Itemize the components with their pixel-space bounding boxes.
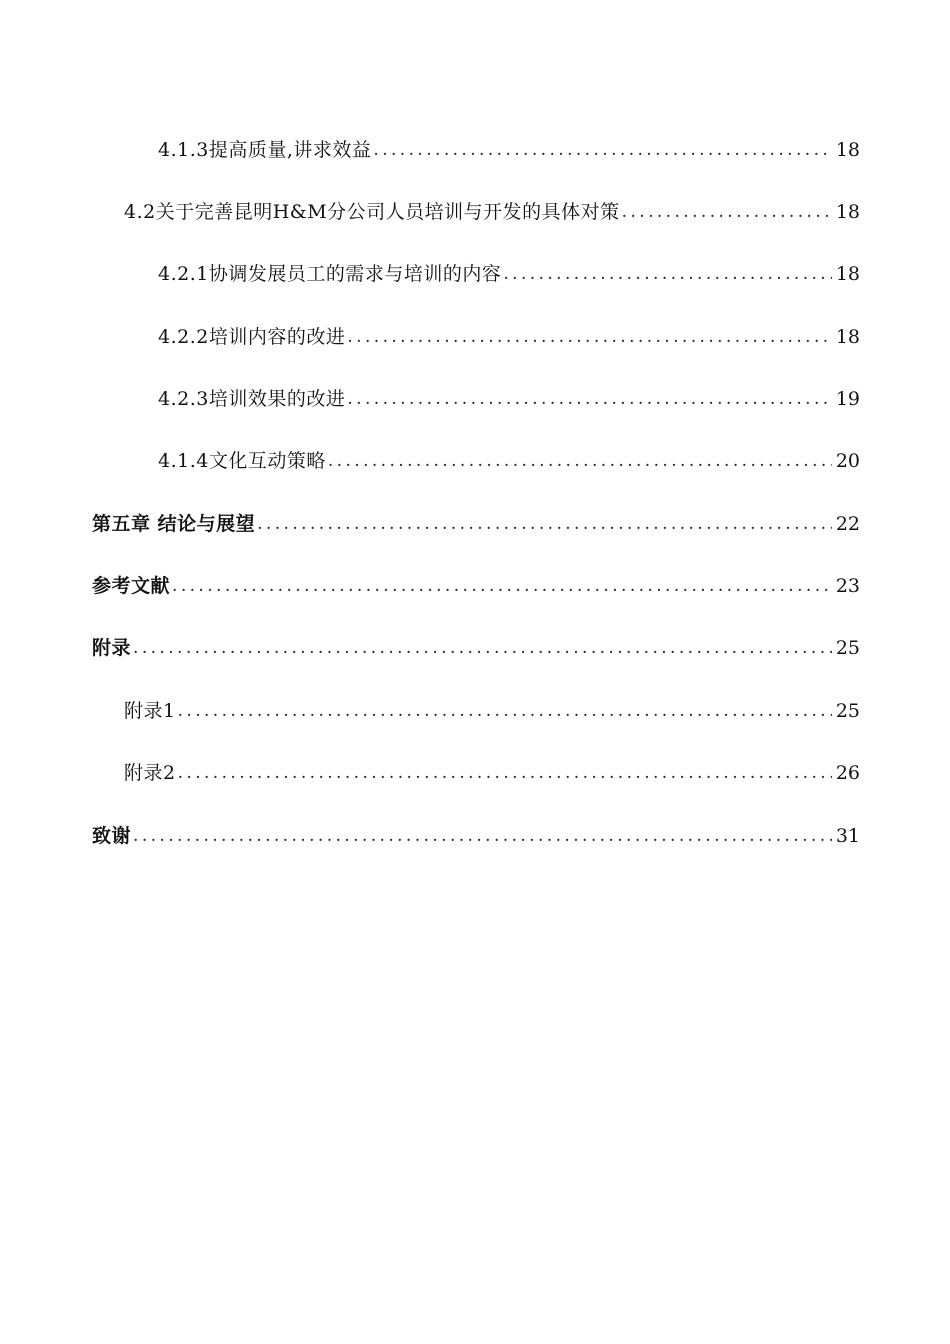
toc-entry[interactable] — [124, 194, 860, 224]
toc-entry-page: 25 — [835, 637, 860, 659]
toc-entry[interactable] — [92, 818, 860, 848]
toc-entry[interactable] — [92, 568, 860, 598]
toc-entry-page: 25 — [835, 700, 860, 722]
toc-entry-title: 附录 — [92, 637, 132, 659]
toc-entry-title: 参考文献 — [92, 575, 171, 597]
toc-dot-leader — [622, 200, 832, 224]
toc-dot-leader — [178, 699, 832, 723]
toc-dot-leader — [328, 449, 832, 473]
toc-entry[interactable] — [158, 443, 860, 473]
toc-entry-title: 附录1 — [124, 700, 176, 722]
toc-entry[interactable] — [158, 132, 860, 162]
toc-entry-title: 4.1.3提高质量,讲求效益 — [158, 139, 372, 161]
toc-entry-page: 18 — [835, 326, 860, 348]
toc-dot-leader — [133, 636, 832, 660]
toc-entry[interactable] — [158, 319, 860, 349]
toc-entry-page: 20 — [835, 450, 860, 472]
toc-entry-title: 4.2.2培训内容的改进 — [158, 326, 346, 348]
toc-entry-title: 4.2关于完善昆明H&M分公司人员培训与开发的具体对策 — [124, 201, 620, 223]
toc-dot-leader — [373, 138, 831, 162]
toc-entry-title: 附录2 — [124, 762, 176, 784]
toc-entry[interactable] — [124, 693, 860, 723]
toc-dot-leader — [172, 574, 832, 598]
toc-entry-page: 31 — [835, 825, 860, 847]
toc-entry-page: 22 — [835, 513, 860, 535]
toc-dot-leader — [133, 824, 832, 848]
toc-dot-leader — [347, 325, 831, 349]
toc-entry[interactable] — [158, 256, 860, 286]
toc-entry-page: 18 — [835, 201, 860, 223]
toc-dot-leader — [257, 512, 832, 536]
toc-entry-title: 致谢 — [92, 825, 132, 847]
toc-entry-title: 4.1.4文化互动策略 — [158, 450, 326, 472]
toc-entry-page: 26 — [835, 762, 860, 784]
toc-dot-leader — [178, 761, 832, 785]
toc-entry-page: 18 — [835, 263, 860, 285]
toc-entry-title: 4.2.1协调发展员工的需求与培训的内容 — [158, 263, 502, 285]
toc-dot-leader — [347, 387, 831, 411]
toc-entry-title: 第五章 结论与展望 — [92, 513, 256, 535]
toc-entry-title: 4.2.3培训效果的改进 — [158, 388, 346, 410]
toc-entry[interactable] — [92, 630, 860, 660]
toc-dot-leader — [503, 262, 831, 286]
toc-entry[interactable] — [92, 506, 860, 536]
toc-entry[interactable] — [158, 381, 860, 411]
toc-entry-page: 19 — [835, 388, 860, 410]
toc-entry[interactable] — [124, 755, 860, 785]
toc-entry-page: 18 — [835, 139, 860, 161]
toc-entry-page: 23 — [835, 575, 860, 597]
